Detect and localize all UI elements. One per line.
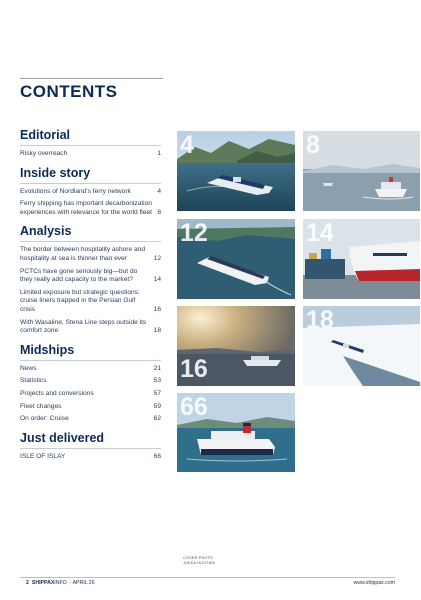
toc-entry-text: Limited exposure but strategic questions: cruise liners trapped in the Persian Gulf crisis [20,288,140,313]
footer-left [26,580,95,586]
toc-entry-page: 21 [153,364,161,372]
toc-entry[interactable] [20,390,161,399]
toc-entry-text: Risky overreach [20,150,68,157]
toc-entry[interactable] [20,188,161,197]
photo-pctc-port[interactable] [303,219,420,299]
page-title: CONTENTS [20,82,118,101]
footer-issue: · APRIL 26 [69,580,95,586]
footer-page-number: 2 [26,580,29,586]
footer-brand [32,580,67,586]
toc-entry[interactable] [20,150,161,159]
toc-entry-page: 66 [153,452,161,460]
table-of-contents [20,128,161,468]
toc-entry-page: 59 [153,402,161,410]
toc-entry-text: News [20,364,37,372]
toc-entry[interactable] [20,453,161,462]
section-divider [20,241,161,242]
section-title: Midships [20,342,75,357]
toc-entry[interactable] [20,200,161,217]
toc-entry-text: The border between hospitality ashore and hospitality at sea is thinner than ever [20,246,145,262]
toc-entry-text: ISLE OF ISLAY [20,452,66,460]
toc-entry[interactable] [20,415,161,424]
cover-credit-line: COVER PHOTO [183,556,214,560]
toc-entry-text: Evolutions of Nordland's ferry network [20,187,131,195]
section-just-delivered [20,431,161,462]
section-title: Inside story [20,165,91,180]
toc-entry[interactable] [20,289,161,315]
toc-entry-text: PCTCs have gone seriously big—but do they really add capacity to the market? [20,267,138,284]
toc-entry[interactable] [20,246,161,263]
footer-url[interactable]: www.shippax.com [353,580,395,586]
toc-entry-text: Projects and conversions [20,389,94,397]
photo-page-number: 14 [306,219,334,247]
cover-credit-line: JUKKA HUOTARI [183,560,216,565]
section-title: Analysis [20,224,72,239]
toc-entry-page: 12 [153,254,161,262]
toc-entry[interactable] [20,365,161,374]
top-rule [20,78,163,79]
photo-page-number: 16 [180,355,208,383]
photo-page-number: 12 [180,219,208,247]
toc-entry-text: On order: Cruise [20,415,69,423]
photo-islay-ferry[interactable] [177,393,295,472]
toc-entry[interactable] [20,319,161,336]
toc-entry-text: Ferry shipping has important decarbonization experiences with relevance for the world fleet [20,200,152,216]
toc-entry-page: 57 [153,389,161,397]
toc-entry-page: 18 [153,327,161,335]
footer-brand-suffix: INFO [54,580,67,586]
section-title: Editorial [20,128,71,142]
toc-entry-page: 62 [153,415,161,423]
photo-cruise-aerial[interactable] [177,219,295,299]
section-divider [20,183,161,184]
toc-entry-text: With Wasaline, Stena Line steps outside its comfort zone [20,318,147,335]
section-analysis [20,224,161,335]
photo-page-number: 8 [306,131,320,159]
toc-entry-page: 8 [157,208,161,216]
photo-ice-ferry[interactable] [303,306,420,386]
photo-page-number: 4 [180,131,194,159]
toc-entry[interactable] [20,403,161,412]
photo-gulf-sunset[interactable] [177,306,295,386]
photo-fjord-ferry[interactable] [177,131,295,211]
toc-entry-text: Statistics [20,377,47,385]
section-divider [20,360,161,361]
toc-entry-page: 14 [153,276,161,284]
toc-entry-page: 4 [157,187,161,195]
toc-entry-page: 16 [153,305,161,313]
toc-entry-page: 53 [153,377,161,385]
section-inside-story [20,166,161,218]
section-title: Just delivered [20,430,105,445]
section-editorial [20,128,161,159]
toc-entry-text: Fleet changes [20,402,62,410]
section-midships [20,343,161,424]
photo-page-number: 18 [306,306,334,334]
footer-divider [20,577,395,578]
footer-brand-name: SHIPPAX [31,580,55,586]
toc-entry[interactable] [20,268,161,285]
section-divider [20,145,161,146]
section-divider [20,448,161,449]
photo-page-number: 66 [180,393,208,421]
toc-entry-page: 1 [157,150,161,157]
toc-entry[interactable] [20,377,161,386]
photo-ferry-fog[interactable] [303,131,420,211]
cover-photo-credit [183,556,216,565]
